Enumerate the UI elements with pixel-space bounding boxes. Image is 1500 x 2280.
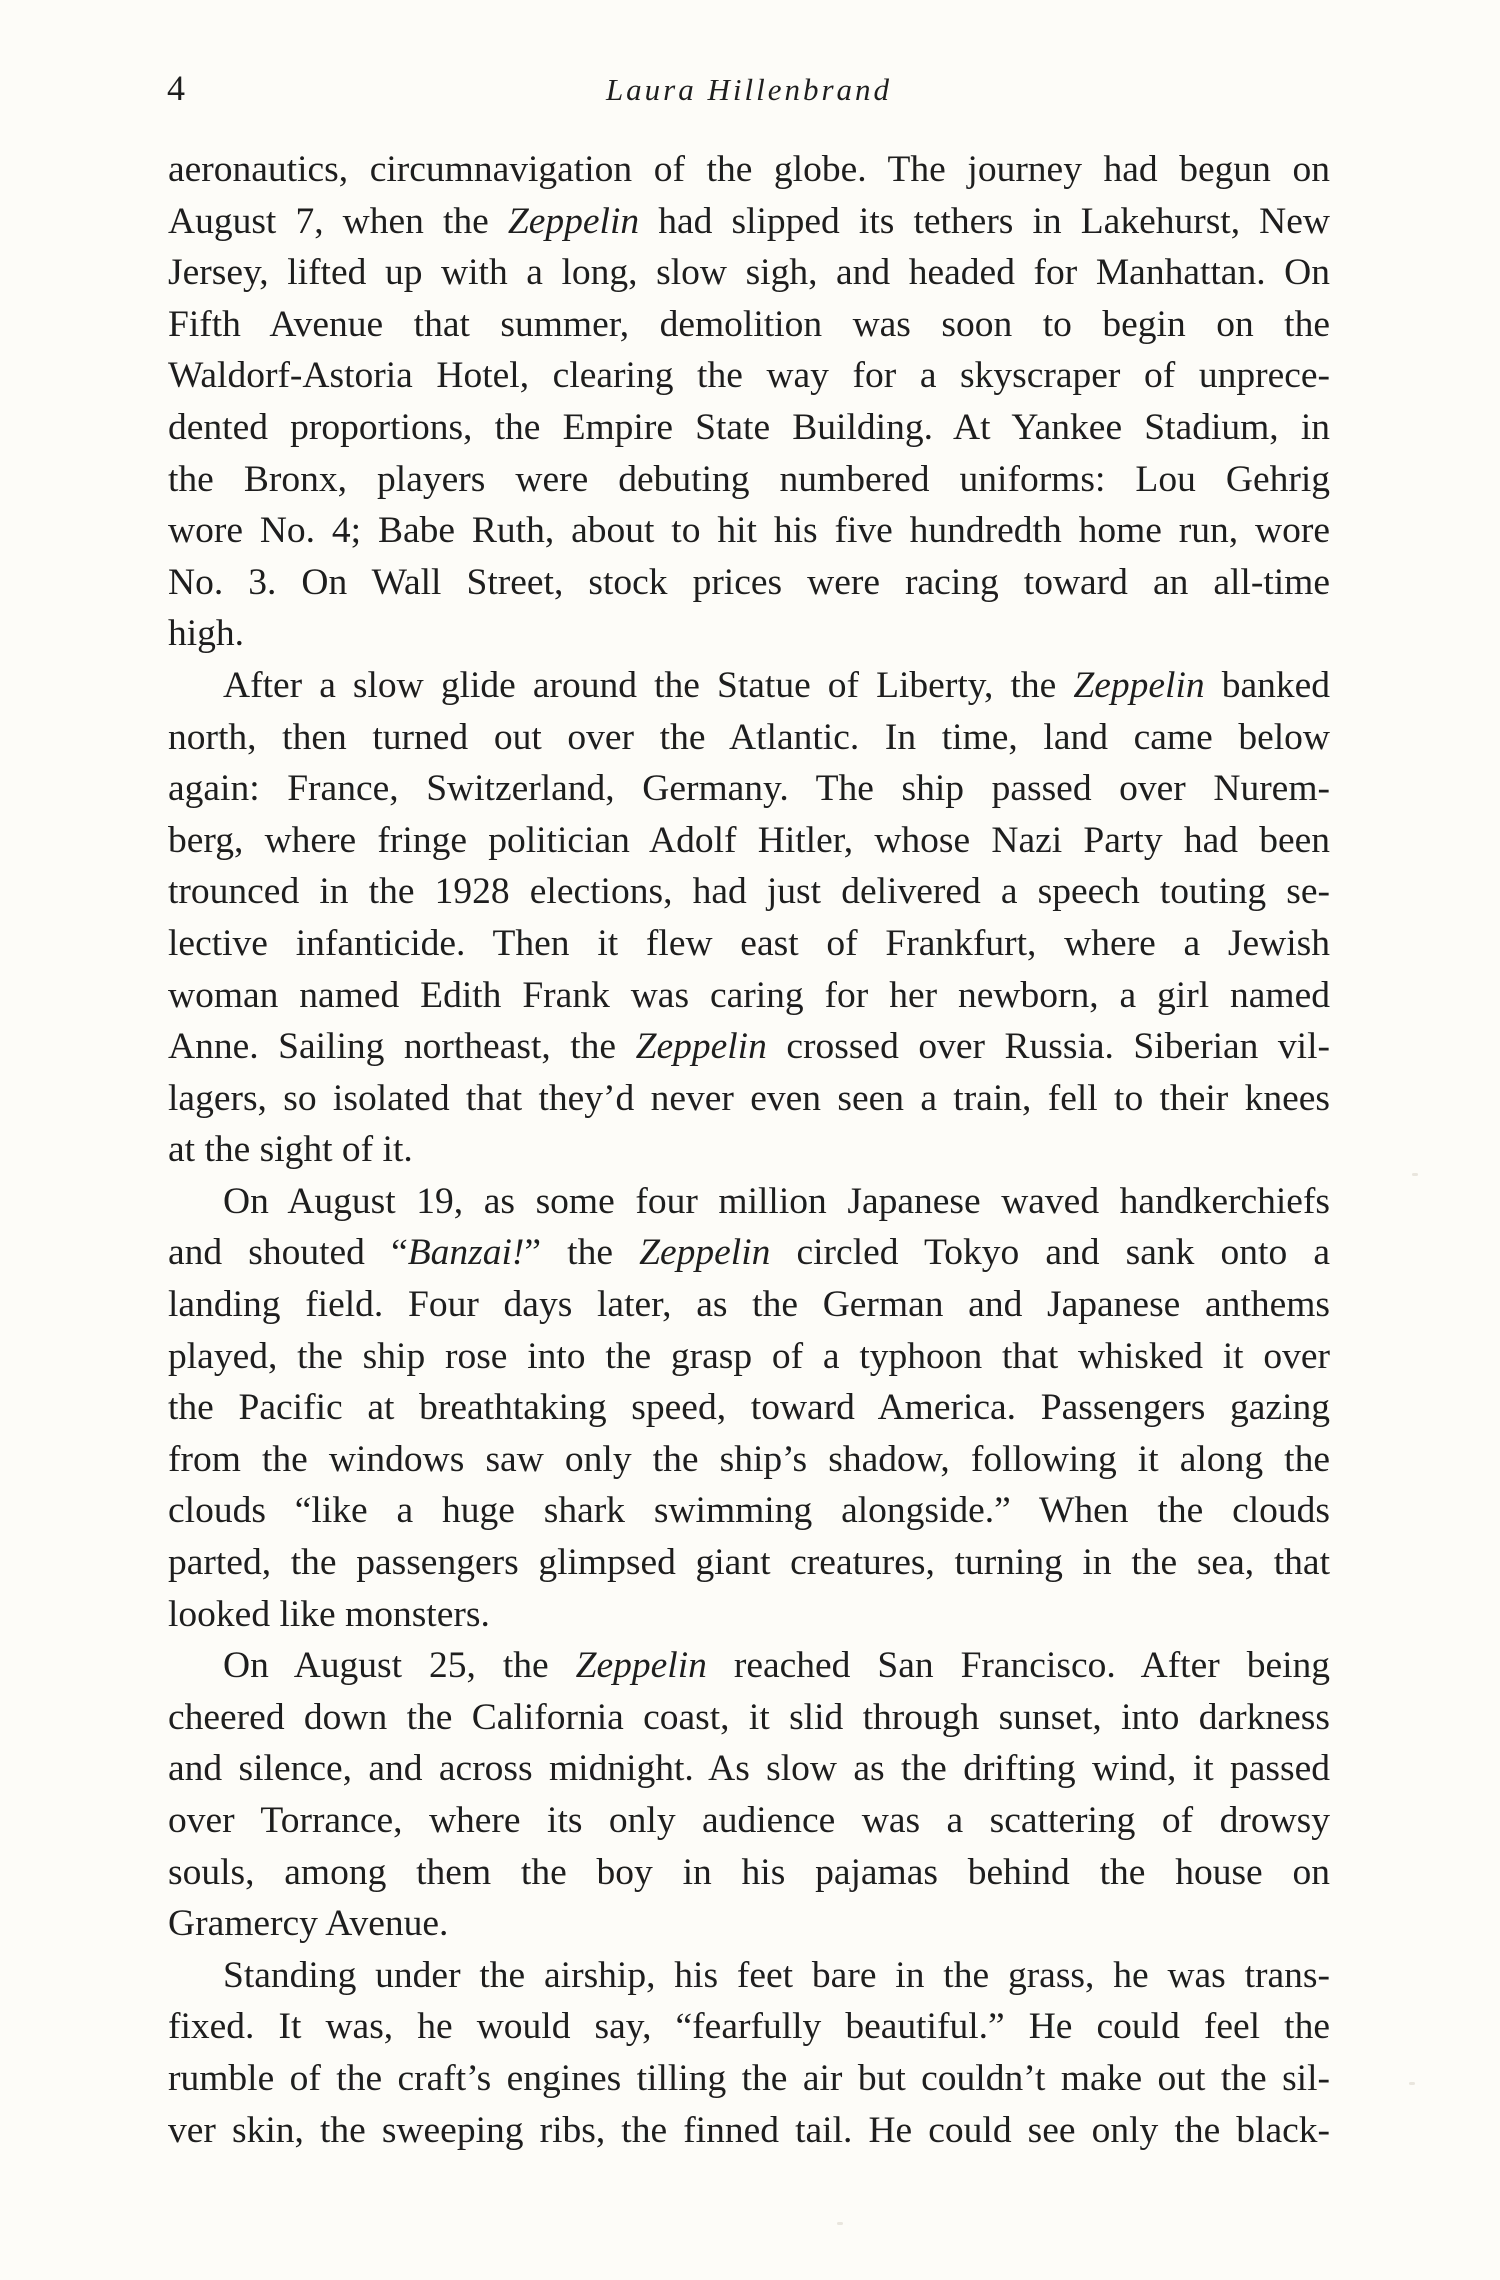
text-line bbox=[168, 1795, 1330, 1847]
text-run: dented proportions, the Empire State Building. At Yankee Stadium, in bbox=[168, 406, 1330, 448]
text-line bbox=[168, 2053, 1330, 2105]
running-head-author: Laura Hillenbrand bbox=[605, 72, 893, 107]
text-line bbox=[168, 1640, 1330, 1692]
text-run: berg, where fringe politician Adolf Hitler, whose Nazi Party had been bbox=[168, 819, 1330, 861]
text-run: north, then turned out over the Atlantic. In time, land came below bbox=[168, 716, 1330, 758]
text-run: from the windows saw only the ship’s shadow, following it along the bbox=[168, 1438, 1330, 1480]
text-run: at the sight of it. bbox=[168, 1129, 413, 1171]
text-run: Standing under the airship, his feet bare in the grass, he was trans- bbox=[223, 1954, 1330, 1996]
text-run: and shouted “ bbox=[168, 1232, 408, 1274]
text-line bbox=[168, 2105, 1330, 2157]
text-line bbox=[168, 402, 1330, 454]
paragraph bbox=[168, 144, 1330, 660]
text-line bbox=[168, 2001, 1330, 2053]
text-run: circled Tokyo and sank onto a bbox=[770, 1232, 1330, 1274]
paper-speck bbox=[1412, 1173, 1418, 1176]
paragraph bbox=[168, 1640, 1330, 1950]
text-run: the Pacific at breathtaking speed, toward America. Passengers gazing bbox=[168, 1387, 1330, 1429]
text-run: and silence, and across midnight. As slow as the drifting wind, it passed bbox=[168, 1748, 1330, 1790]
text-run: Waldorf-Astoria Hotel, clearing the way for a skyscraper of unprece- bbox=[168, 355, 1330, 397]
text-line bbox=[168, 1743, 1330, 1795]
text-run: Jersey, lifted up with a long, slow sigh, and headed for Manhattan. On bbox=[168, 252, 1330, 294]
text-line bbox=[168, 144, 1330, 196]
text-run: crossed over Russia. Siberian vil- bbox=[766, 1026, 1330, 1068]
italic-text: Zeppelin bbox=[639, 1232, 771, 1274]
text-run: cheered down the California coast, it slid through sunset, into darkness bbox=[168, 1696, 1330, 1738]
text-line bbox=[168, 247, 1330, 299]
text-run: August 7, when the bbox=[168, 200, 508, 242]
text-line bbox=[168, 763, 1330, 815]
text-line bbox=[168, 1847, 1330, 1899]
body-text bbox=[168, 144, 1330, 2156]
text-run: landing field. Four days later, as the German and Japanese anthems bbox=[168, 1284, 1330, 1326]
text-run: No. 3. On Wall Street, stock prices were racing toward an all-time bbox=[168, 561, 1330, 603]
page-number: 4 bbox=[167, 68, 185, 108]
text-run: After a slow glide around the Statue of Liberty, the bbox=[223, 664, 1074, 706]
text-run: lective infanticide. Then it flew east of Frankfurt, where a Jewish bbox=[168, 922, 1330, 964]
text-line bbox=[168, 1485, 1330, 1537]
text-line bbox=[168, 454, 1330, 506]
italic-text: Zeppelin bbox=[635, 1026, 767, 1068]
paragraph bbox=[168, 660, 1330, 1176]
text-line bbox=[168, 1331, 1330, 1383]
text-line bbox=[168, 1537, 1330, 1589]
text-run: again: France, Switzerland, Germany. The ship passed over Nurem- bbox=[168, 768, 1330, 810]
text-run: fixed. It was, he would say, “fearfully beautiful.” He could feel the bbox=[168, 2006, 1330, 2048]
text-run: over Torrance, where its only audience was a scattering of drowsy bbox=[168, 1800, 1330, 1841]
text-line bbox=[168, 1589, 1330, 1641]
paragraph bbox=[168, 1950, 1330, 2156]
paragraph bbox=[168, 1176, 1330, 1640]
text-run: clouds “like a huge shark swimming alongside.” When the clouds bbox=[168, 1490, 1330, 1532]
text-run: reached San Francisco. After being bbox=[706, 1645, 1331, 1687]
text-line bbox=[168, 712, 1330, 764]
text-run: trounced in the 1928 elections, had just delivered a speech touting se- bbox=[168, 871, 1330, 913]
text-line bbox=[168, 557, 1330, 609]
text-line bbox=[168, 1279, 1330, 1331]
text-run: rumble of the craft’s engines tilling the air but couldn’t make out the sil- bbox=[168, 2057, 1330, 2099]
text-run: parted, the passengers glimpsed giant creatures, turning in the sea, that bbox=[168, 1542, 1330, 1584]
text-run: looked like monsters. bbox=[168, 1593, 490, 1635]
text-line bbox=[168, 866, 1330, 918]
text-run: wore No. 4; Babe Ruth, about to hit his five hundredth home run, wore bbox=[168, 510, 1330, 552]
text-run: ” the bbox=[524, 1232, 640, 1274]
text-line bbox=[168, 1382, 1330, 1434]
text-run: had slipped its tethers in Lakehurst, New bbox=[639, 200, 1330, 242]
text-run: ver skin, the sweeping ribs, the finned tail. He could see only the black- bbox=[168, 2109, 1330, 2151]
text-run: aeronautics, circumnavigation of the globe. The journey had begun on bbox=[168, 149, 1330, 190]
paper-speck bbox=[1409, 2082, 1415, 2085]
text-line bbox=[168, 608, 1330, 660]
text-line bbox=[168, 970, 1330, 1022]
paper-speck bbox=[837, 2222, 843, 2225]
text-run: On August 25, the bbox=[223, 1645, 576, 1687]
text-run: Fifth Avenue that summer, demolition was soon to begin on the bbox=[168, 303, 1330, 345]
italic-text: Zeppelin bbox=[507, 200, 640, 242]
text-run: high. bbox=[168, 613, 245, 655]
italic-text: Zeppelin bbox=[1073, 664, 1205, 706]
text-line bbox=[168, 1898, 1330, 1950]
text-line bbox=[168, 815, 1330, 867]
text-line bbox=[168, 1227, 1330, 1279]
text-run: Gramercy Avenue. bbox=[168, 1903, 449, 1945]
text-line bbox=[168, 1950, 1330, 2002]
text-run: lagers, so isolated that they’d never even seen a train, fell to their knees bbox=[168, 1077, 1330, 1119]
text-line bbox=[168, 299, 1330, 351]
text-run: the Bronx, players were debuting numbered uniforms: Lou Gehrig bbox=[168, 458, 1330, 500]
text-line bbox=[168, 918, 1330, 970]
italic-text: Banzai! bbox=[407, 1232, 525, 1274]
text-run: On August 19, as some four million Japanese waved handkerchiefs bbox=[223, 1180, 1330, 1222]
text-run: woman named Edith Frank was caring for her newborn, a girl named bbox=[168, 974, 1330, 1016]
text-line bbox=[168, 1692, 1330, 1744]
text-line bbox=[168, 505, 1330, 557]
text-line bbox=[168, 660, 1330, 712]
text-line bbox=[168, 1124, 1330, 1176]
text-run: souls, among them the boy in his pajamas behind the house on bbox=[168, 1851, 1330, 1893]
text-line bbox=[168, 1434, 1330, 1486]
text-line bbox=[168, 1021, 1330, 1073]
text-run: banked bbox=[1204, 664, 1330, 706]
text-line bbox=[168, 196, 1330, 248]
text-run: Anne. Sailing northeast, the bbox=[168, 1026, 636, 1068]
text-line bbox=[168, 1176, 1330, 1228]
text-line bbox=[168, 350, 1330, 402]
text-run: played, the ship rose into the grasp of a typhoon that whisked it over bbox=[168, 1335, 1330, 1377]
text-line bbox=[168, 1073, 1330, 1125]
italic-text: Zeppelin bbox=[575, 1645, 707, 1687]
